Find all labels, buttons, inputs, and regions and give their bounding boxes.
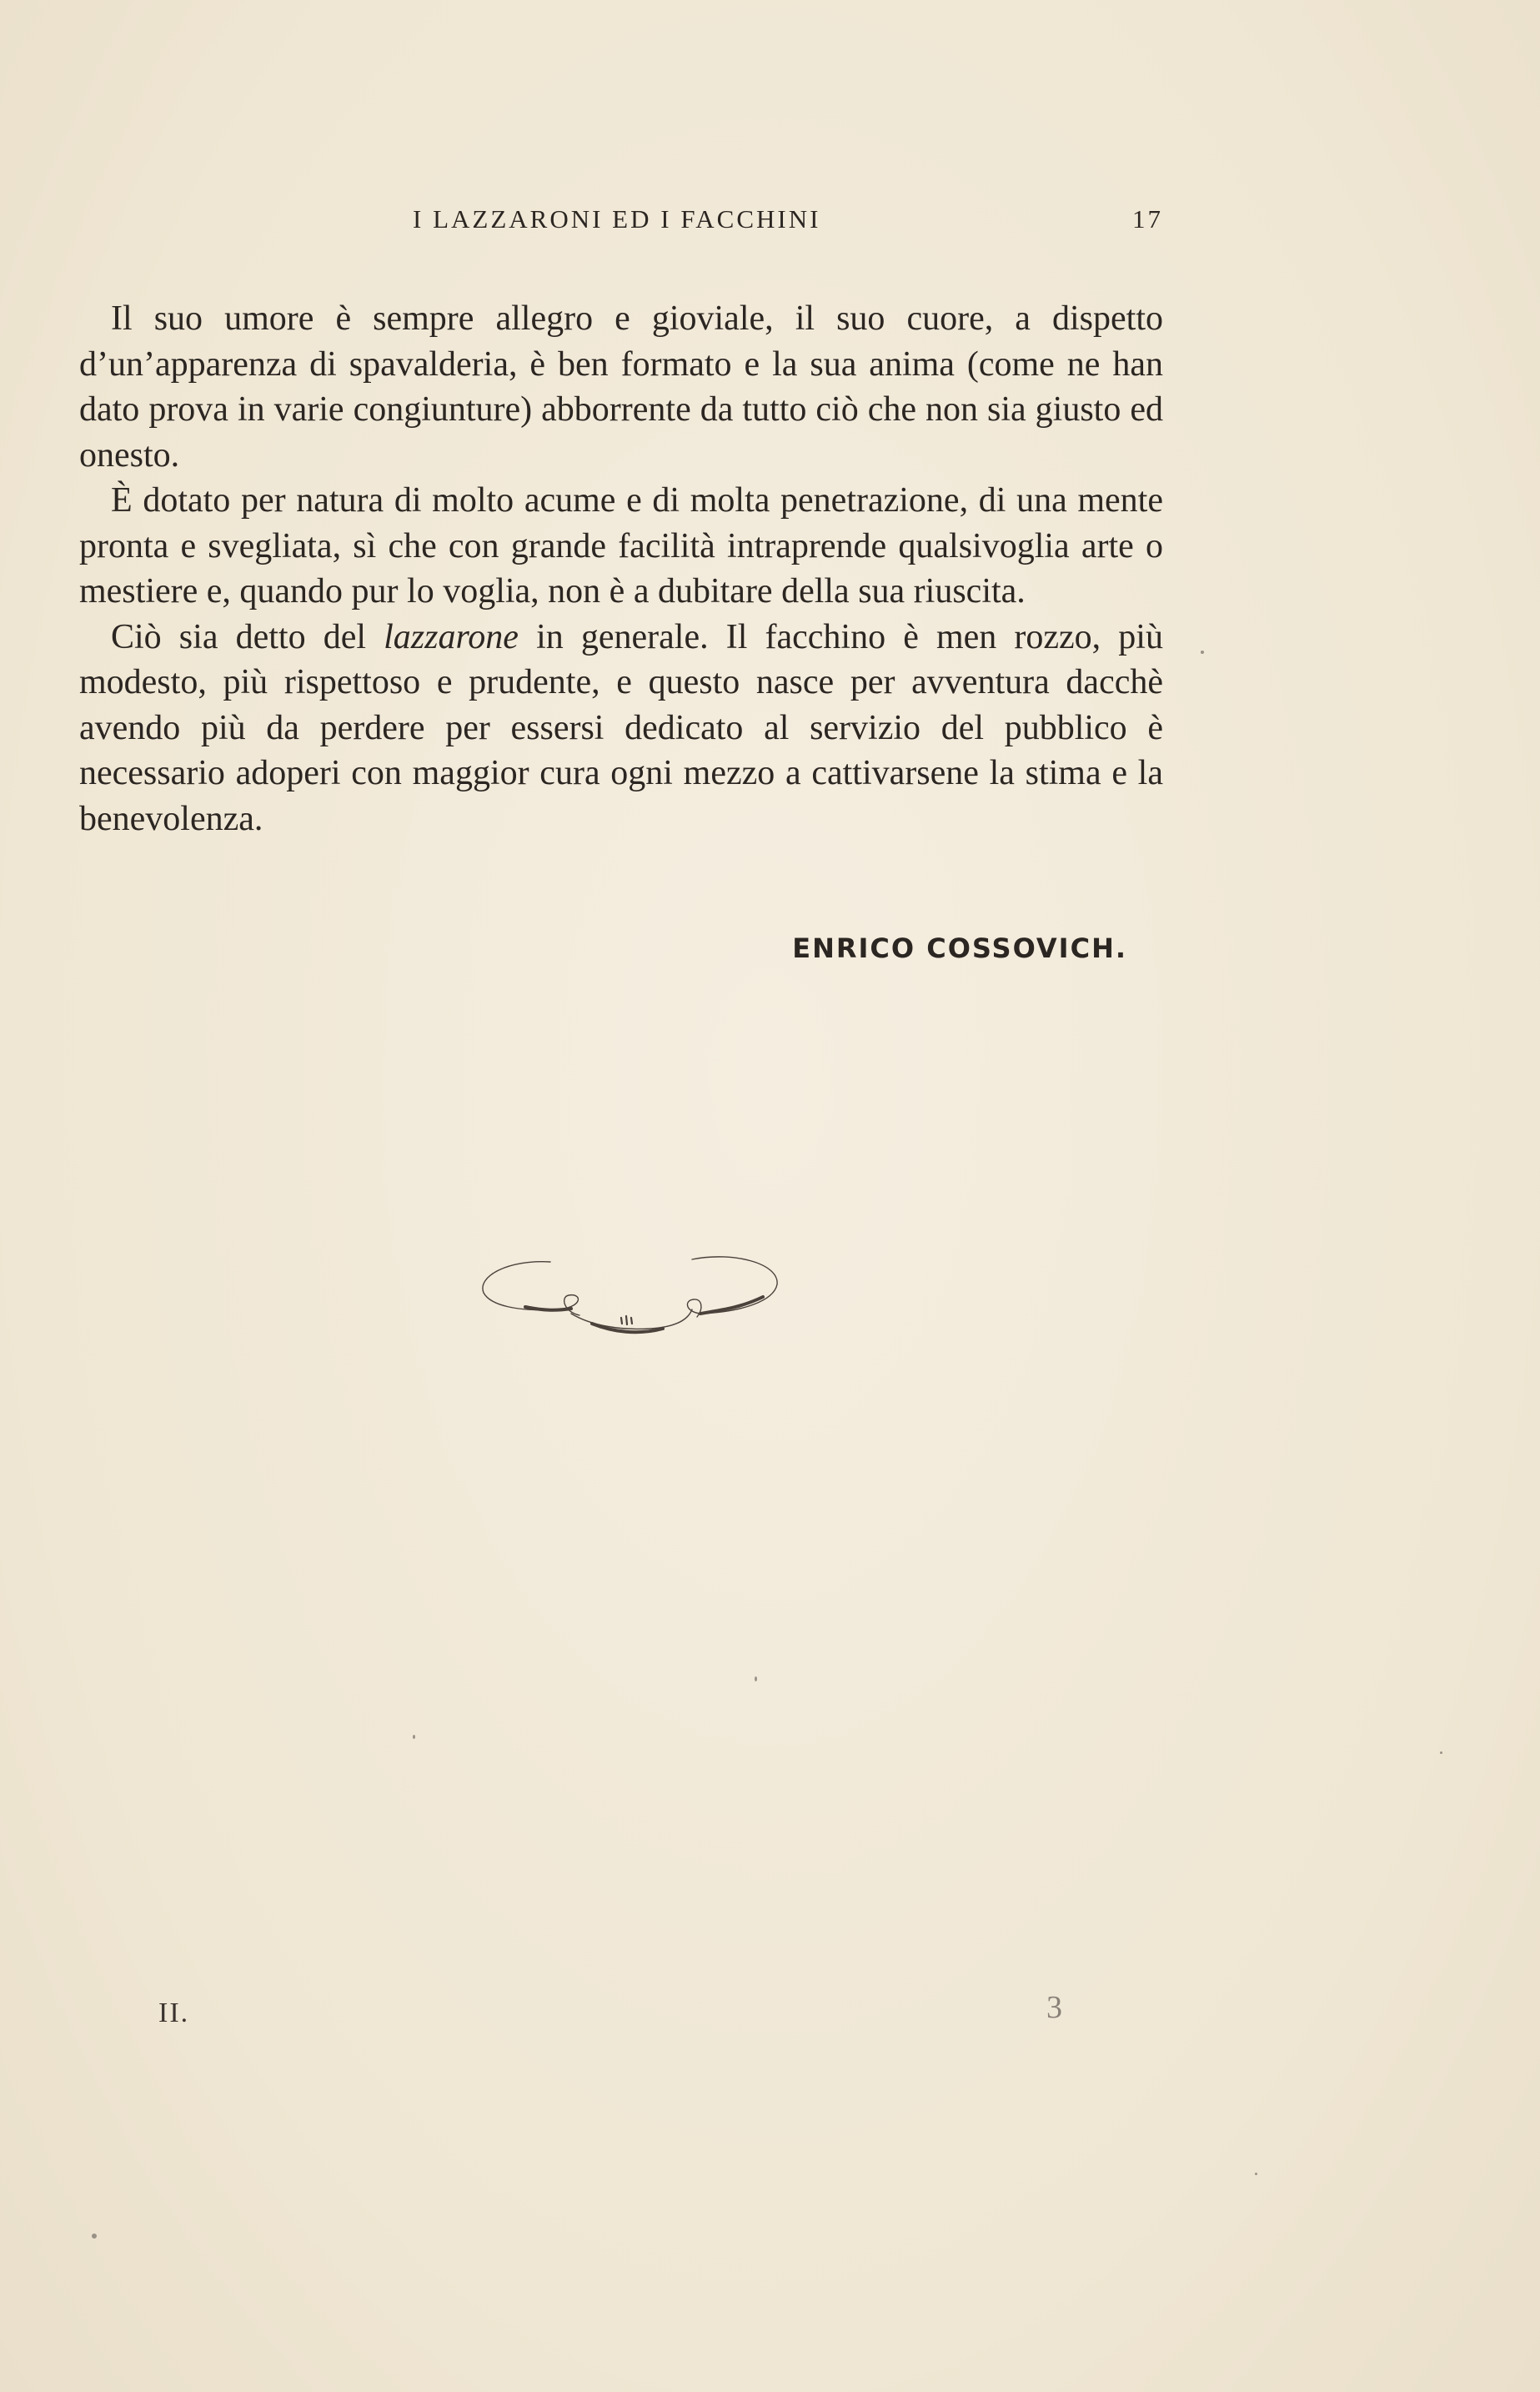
paper-speck xyxy=(1255,2173,1257,2175)
paragraph-3-start: Ciò sia detto del xyxy=(111,617,384,656)
body-text xyxy=(79,296,1163,842)
paragraph-2: È dotato per natura di molto acume e di molta penetrazione, di una mente pronta e svegliata, sì che con grande facilità intraprende qualsivoglia arte o mestiere e, quando pur lo voglia, non è a dubitare della sua riuscita. xyxy=(79,481,1163,611)
paper-speck xyxy=(755,1676,757,1681)
paper-speck xyxy=(1201,651,1204,654)
italic-term: lazzarone xyxy=(384,617,519,656)
sheet-number: 3 xyxy=(1046,1990,1062,2025)
running-head xyxy=(79,204,1163,238)
paragraph-3-end: in generale. Il facchino è men rozzo, più modesto, più rispettoso e prudente, e questo nasce per avventura dacchè avendo più da perdere per essersi dedicato al servizio del pubblico è necessario adoperi con maggior cura ogni mezzo a cattivarsene la stima e la benevolenza. xyxy=(79,617,1163,838)
paper-speck xyxy=(413,1735,415,1739)
signature-mark: II. xyxy=(158,1998,190,2028)
paper-speck xyxy=(92,2234,97,2239)
paragraph-1: Il suo umore è sempre allegro e gioviale, il suo cuore, a dispetto d’un’apparenza di spavalderia, è ben formato e la sua anima (come ne han dato prova in varie congiunture) abborrente da tutto ciò che non sia giusto ed onesto. xyxy=(79,299,1163,475)
author-signature: ENRICO COSSOVICH. xyxy=(792,932,1127,964)
flourish-ornament-icon xyxy=(467,1214,784,1364)
paper-speck xyxy=(1440,1751,1442,1754)
page-number: 17 xyxy=(1132,204,1163,234)
running-title: I LAZZARONI ED I FACCHINI xyxy=(413,204,821,234)
paragraph-3 xyxy=(79,615,1163,842)
